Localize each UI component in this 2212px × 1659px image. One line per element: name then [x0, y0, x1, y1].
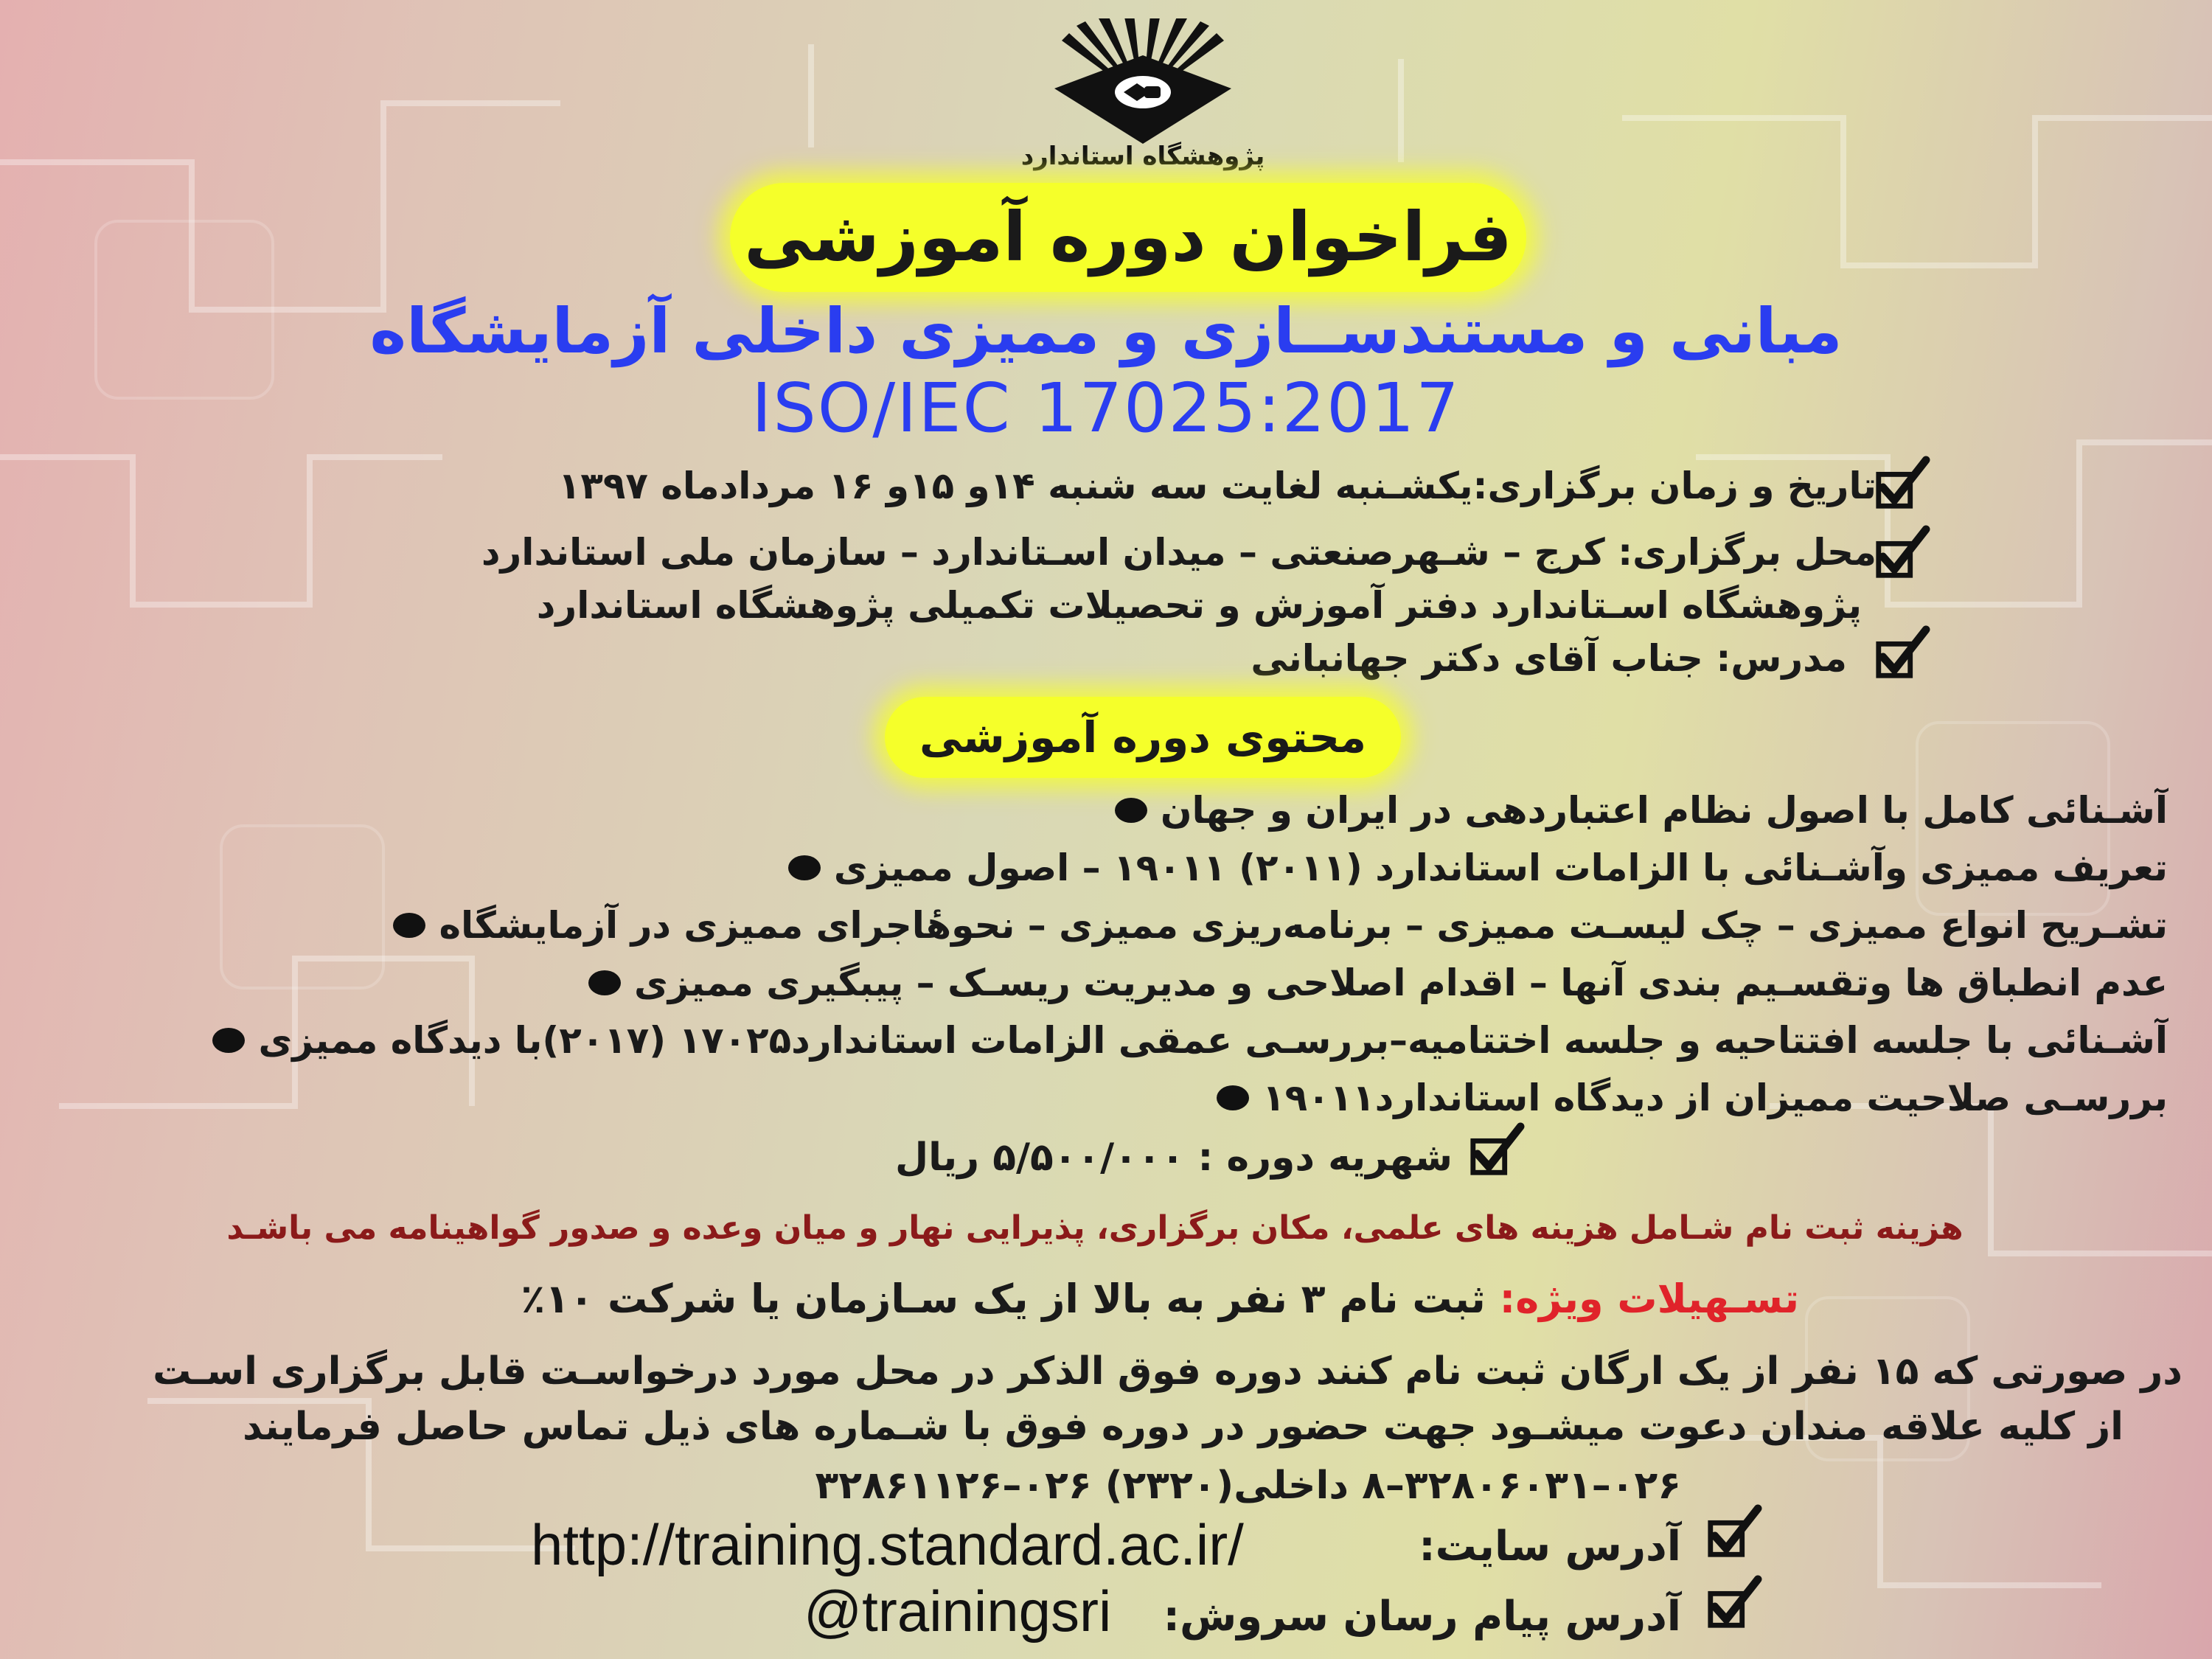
bullet-icon [393, 913, 425, 938]
phone-numbers: ۰۲۶–۳۲۸۰۶۰۳۱–۸ داخلی(۲۳۲۰) ۰۲۶–۳۲۸۶۱۱۲۶ [815, 1464, 1681, 1508]
content-heading: محتوی دوره آموزشی [885, 697, 1401, 778]
list-item-text: آشـنائی با جلسه افتتاحیه و جلسه اختتامیه–بررسـی عمقی الزامات استاندارد۱۷۰۲۵ (۲۰۱۷)با دیدگاه ممیزی [258, 1019, 2168, 1062]
course-subtitle: مبانی و مستندســازی و ممیزی داخلی آزمایشگاه [369, 295, 1843, 367]
bullet-icon [788, 855, 821, 880]
group-registration-note: در صورتی که ۱۵ نفر از یک ارگان ثبت نام کنند دوره فوق الذکر در محل مورد درخواسـت قابل برگزاری اسـت [153, 1349, 2183, 1394]
list-item [1217, 1077, 2168, 1119]
special-discount [369, 1276, 1799, 1322]
list-item-text: بررسـی صلاحیت ممیزان از دیدگاه استاندارد۱۹۰۱۱ [1262, 1077, 2168, 1119]
list-item [588, 961, 2168, 1004]
course-location-detail: پژوهشگاه اسـتاندارد دفتر آموزش و تحصیلات تکمیلی پژوهشگاه استاندارد [536, 584, 1862, 627]
list-item [393, 904, 2168, 947]
checkmark-icon [1873, 456, 1930, 513]
special-text: ثبت نام ۳ نفر به بالا از یک سـازمان یا شرکت ۱۰٪ [521, 1276, 1500, 1322]
bullet-icon [1217, 1085, 1249, 1110]
list-item-text: آشـنائی کامل با اصول نظام اعتباردهی در ایران و جهان [1160, 789, 2168, 832]
soroush-label: آدرس پیام رسان سروش: [1163, 1593, 1681, 1641]
checkmark-icon [1705, 1504, 1762, 1562]
bullet-icon [1115, 798, 1147, 823]
list-item [1115, 789, 2168, 832]
invitation-note: از کلیه علاقه مندان دعوت میشـود جهت حضور در دوره فوق با شـماره های ذیل تماس حاصل فرمایند [242, 1405, 2124, 1449]
checkmark-icon [1467, 1122, 1525, 1180]
course-instructor: مدرس: جناب آقای دکتر جهانبانی [1251, 637, 1847, 680]
page-title: فراخوان دوره آموزشی [730, 183, 1526, 292]
fee-note: هزینه ثبت نام شـامل هزینه های علمی، مکان برگزاری، پذیرایی نهار و میان وعده و صدور گواهینامه می باشـد [226, 1209, 1964, 1247]
soroush-id-link[interactable]: @trainingsri [804, 1579, 1112, 1644]
standard-code: ISO/IEC 17025:2017 [751, 369, 1461, 448]
list-item-text: تشـریح انواع ممیزی – چک لیسـت ممیزی – برنامه‌ریزی ممیزی – نحوهٔاجرای ممیزی در آزمایشگاه [439, 904, 2168, 947]
bullet-icon [212, 1028, 245, 1053]
course-date: تاریخ و زمان برگزاری:یکشـنبه لغایت سه شنبه ۱۴و ۱۵و ۱۶ مردادماه ۱۳۹۷ [557, 465, 1877, 507]
logo-caption: پژوهشگاه استاندارد [1020, 142, 1265, 171]
list-item-text: تعریف ممیزی وآشـنائی با الزامات استاندارد (۲۰۱۱) ۱۹۰۱۱ – اصول ممیزی [833, 846, 2168, 889]
checkmark-icon [1873, 525, 1930, 582]
list-item [212, 1019, 2168, 1062]
site-label: آدرس سایت: [1419, 1523, 1681, 1571]
institute-logo [1047, 18, 1239, 151]
checkmark-icon [1873, 625, 1930, 683]
list-item [788, 846, 2168, 889]
course-location: محل برگزاری: کرج – شـهرصنعتی – میدان اسـتاندارد – سازمان ملی استاندارد [481, 531, 1877, 574]
list-item-text: عدم انطباق ها وتقسـیم بندی آنها – اقدام اصلاحی و مدیریت ریسـک – پیبگیری ممیزی [634, 961, 2168, 1004]
course-fee: شهریه دوره : ۵/۵۰۰/۰۰۰ ریال [895, 1135, 1453, 1180]
bullet-icon [588, 970, 621, 995]
site-url-link[interactable]: http://training.standard.ac.ir/ [531, 1512, 1244, 1577]
special-label: تسـهیلات ویژه: [1499, 1276, 1799, 1322]
checkmark-icon [1705, 1575, 1762, 1632]
